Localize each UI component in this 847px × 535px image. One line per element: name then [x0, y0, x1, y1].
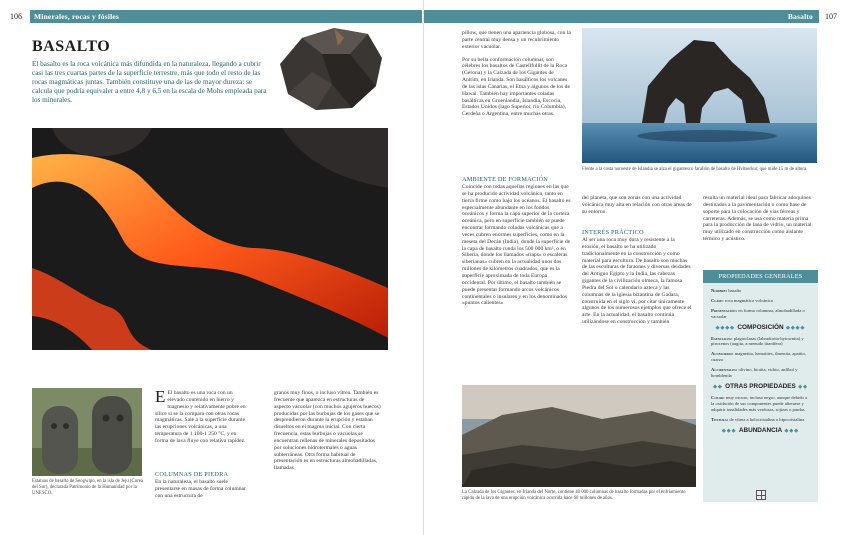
col3-paragraph-1: pillow, que tienen una apariencia globosa, con la parte central muy densa y un recubrimiento exterior vacuolar. — [462, 30, 571, 50]
prop-color: Color: muy oscuro, incluso negro, aunque debido a la oxidación de sus componentes puede alterarse y adquirir tonalidades más verdosas, rojizas o pardas — [711, 394, 807, 412]
prop-esenciales: Esenciales: plagioclasas (labradorita-bytownita) y piroxenos (augita, a menudo titanífera) — [711, 335, 804, 347]
text-column-3b — [462, 184, 572, 313]
subheading-ambiente: AMBIENTE DE FORMACIÓN — [462, 176, 549, 183]
composition-heading: ◆◆◆◆ COMPOSICIÓN ◆◆◆◆ — [715, 323, 806, 331]
subheading-interes: INTERÉS PRÁCTICO — [582, 229, 644, 236]
hvitserkur-photo — [582, 28, 817, 163]
abundance-heading: ◆◆◆ ABUNDANCIA ◆◆◆ — [721, 426, 800, 434]
col4-paragraph-2: Al ser una roca muy dura y resistente a la erosión, el basalto se ha utilizado tradicionalmente en la construcción y como material para escultura. De basalto son muchas de las esculturas de faraones y diversas deidades del Antiguo Egipto y la India, las cabezas gigantes de la civilización olmeca, la famosa Piedra del Sol o calendario azteca y las columnas de la iglesia bizantina de Gadara, construida en el siglo vi, por citar únicamente algunos de los numerosos ejemplos que ofrece el arte. En la actualidad, el basalto continúa utilizándose en construcción y también — [582, 237, 692, 326]
prop-nombre: Nombre: basalto — [711, 288, 742, 293]
abundance-grid-icon — [756, 490, 766, 500]
col5-paragraph-1: resulta un material ideal para fabricar adoquines destinados a la pavimentación o como base de soporte para la colocación de vías férreas y carreteras. Además, se usa como materia prima para la producción de lana de vidrio, un material muy utilizado en construcción como aislante térmico y acústico. — [703, 195, 812, 243]
lava-flow-photo — [32, 128, 388, 350]
arch-caption: Frente a la costa noroeste de Islandia se alza el gigantesco farallón de basalto de Hvítserkur, que mide 15 m de altura. — [582, 167, 808, 172]
text-column-5 — [703, 195, 818, 249]
properties-sidebar — [703, 270, 818, 502]
prop-clase: Clase: roca magmática volcánica — [711, 297, 773, 303]
prop-presentacion: Presentación: en forma columnar, almohadillada o vacuolar — [711, 307, 805, 319]
text-column-1b — [155, 479, 250, 506]
col4-paragraph-1: del planeta, que son zonas con una actividad volcánica muy alta en relación con otras áreas de su entorno. — [582, 195, 692, 215]
title-diamond-icon: ◆◆◆◆ — [715, 324, 738, 331]
text-column-2 — [274, 390, 382, 478]
text-column-4 — [582, 195, 692, 222]
prop-accidentales: Accidentales: olivino, biotita, vidrio, anfíbol y hornblenda — [711, 367, 798, 379]
subheading-columnas: COLUMNAS DE PIEDRA — [155, 471, 229, 478]
col2-paragraph-1: granos muy finos, o incluso vítrea. También es frecuente que aparezca en estructuras de aspecto vacuolar (con muchos agujeros huecos) producidas por las burbujas de los gases que se desprendieron durante la erupción y estaban disueltos en el magma inicial. Con cierta frecuencia, estas burbujas o vacuolas se encuentran rellenas de minerales depositados por soluciones hidrotermales o aguas subterráneas. Otra forma habitual de presentación es en estructuras almohadilladas, llamadas — [274, 390, 381, 472]
intro-paragraph: El basalto es la roca volcánica más difundida en la naturaleza, llegando a cubrir casi las tres cuartas partes de la superficie terrestre, más que todo el resto de las rocas magmáticas juntas. También constituye una de las de mayor dureza: se calcula que podría equivaler a entre 4,8 y 6,5 en la escala de Mohs empleada para los minerales. — [32, 60, 267, 105]
page-number-left: 106 — [10, 12, 22, 21]
col3-paragraph-2: Por su bella conformación columnar, son célebres los basaltos de Castellfullit de la Roca (Gerona) y la Calzada de los Gigantes de Antrim, en Irlanda. Son basálticos los volcanes de las islas Canarias, el Etna y algunos de los de Hawái. También hay importantes coladas basálticas en Groenlandia, Islandia, Escocia, Estados Unidos (lago Superior, río Columbia), Cerdeña o Argentina, entre muchas otras. — [462, 56, 570, 118]
causeway-caption: La Calzada de los Gigantes, en Irlanda del Norte, contiene 40 000 columnas de basalto formadas por el enfriamiento rápido de la lava de una erupción volcánica ocurrida hace 60 millones de años. — [462, 490, 686, 502]
col3-paragraph-3: Coincide con todas aquellas regiones en las que se ha producido actividad volcánica, tanto en tierra firme como bajo los océanos. El basalto es especialmente abundante en los fondos oceánicos y forma la capa superior de la corteza oceánica, pero en superficie también se puede encontrar formando coladas volcánicas que a veces cubren enormes superficies, como en la meseta del Decán (India), donde la superficie de la capa de basalto ronda los 500 000 km², o en Siberia, donde los llamados «traps» o escaleras siberianas» cubren en la actualidad unos dos millones de kilómetros cuadrados, que es la superficie aproximada de toda Europa occidental. Por último, el basalto también se puede presentar formando arcos volcánicos continentales o insulares y en los denominados «puntos calientes» — [462, 184, 571, 307]
page-title: BASALTO — [32, 38, 111, 55]
page-number-right: 107 — [825, 12, 837, 21]
text-column-3 — [462, 30, 572, 124]
running-header-right: Basalto — [424, 10, 819, 23]
text-column-1 — [155, 387, 250, 451]
statues-caption: Estatuas de basalto de Seogwipo, en la isla de Jeju (Corea del Sur), declarada Patrimonio de la Humanidad por la UNESCO. — [32, 479, 143, 497]
running-header-left: Minerales, rocas y fósiles — [30, 10, 422, 23]
other-properties-heading: ◆◆ OTRAS PROPIEDADES ◆◆ — [713, 382, 808, 390]
col1-paragraph-1: E El basalto es una roca con un elevado contenido en hierro y magnesio y relativamente pobre en sílice si se la compara con otras rocas magmáticas. Sale a la superficie durante las erupciones volcánicas, a una temperatura de 1 100-1 250 °C, y en forma de lava fluye con relativa rapidez. — [155, 387, 246, 444]
prop-textura: Textura: de vítrea a holocristalina o hipocristalina — [711, 416, 805, 422]
basalt-specimen-photo — [272, 24, 387, 114]
jeju-statues-photo — [32, 388, 142, 476]
sidebar-title: PROPIEDADES GENERALES — [703, 270, 818, 283]
giants-causeway-photo — [462, 385, 696, 487]
col1-paragraph-2: En la naturaleza, el basalto suele presentarse en masas de forma columnar con una estructura de — [155, 479, 246, 499]
text-column-4b — [582, 237, 692, 332]
prop-accesorios: Accesorios: magnetita, hematites, ilmenita, apatito, cuarzo — [711, 351, 806, 363]
